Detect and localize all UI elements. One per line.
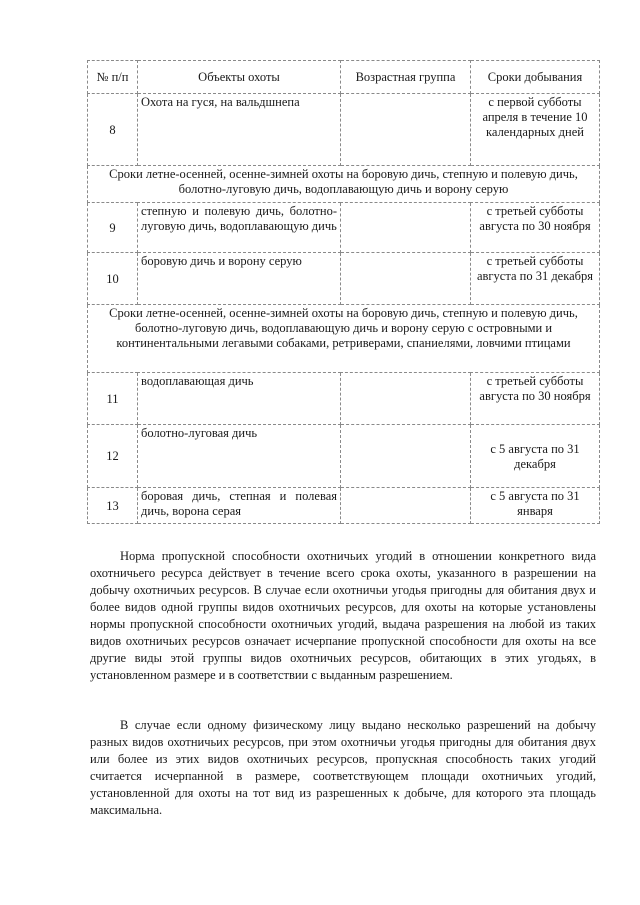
paragraph-capacity-norm: Норма пропускной способности охотничьих угодий в отношении конкретного вида охотничьего ресурса действует в течение всего срока охоты, указанного в разрешении на добычу охотничьих ресурсов. В случае если охотничьи угодья пригодны для обитания двух и более видов одной группы видов охотничьих ресурсов, для охоты на которые установлены нормы пропускной способности охотничьих угодий, выдача разрешения на любой из таких видов охотничьих ресурсов означает исчерпание пропускной способности для охоты на все другие виды этой группы видов охотничьих ресурсов, обитающих в этих угодьях, в установленном размере и в соответствии с выданным разрешением. xyxy=(90,549,596,682)
paragraph-multiple-permits: В случае если одному физическому лицу выдано несколько разрешений на добычу разных видов охотничьих ресурсов, при этом охотничьи угодья пригодны для обитания двух или более из этих видов охотничьих ресурсов, пропускная способность таких угодий считается исчерпанной в размере, соответствующем площади охотничьих угодий, установленной для охоты на тот вид из разрешенных к добыче, для которого эта площадь максимальна. xyxy=(90,718,596,817)
section-row xyxy=(88,166,600,203)
row-period: с первой субботы апреля в течение 10 календарных дней xyxy=(471,94,600,166)
table-row xyxy=(88,203,600,253)
row-num: 12 xyxy=(88,425,138,488)
row-age-group xyxy=(341,203,471,253)
table-row xyxy=(88,253,600,305)
row-num: 11 xyxy=(88,373,138,425)
row-num: 13 xyxy=(88,488,138,524)
header-age-group: Возрастная группа xyxy=(341,61,471,94)
row-period: с третьей субботы августа по 30 ноября xyxy=(471,373,600,425)
table-row xyxy=(88,425,600,488)
row-period: с третьей субботы августа по 31 декабря xyxy=(471,253,600,305)
table-row xyxy=(88,373,600,425)
row-period: с 5 августа по 31 декабря xyxy=(471,425,600,488)
row-period: с третьей субботы августа по 30 ноября xyxy=(471,203,600,253)
hunting-periods-table xyxy=(87,60,600,524)
row-num: 10 xyxy=(88,253,138,305)
row-object: боровую дичь и ворону серую xyxy=(138,253,341,305)
row-age-group xyxy=(341,425,471,488)
row-age-group xyxy=(341,373,471,425)
section-heading: Сроки летне-осенней, осенне-зимней охоты на боровую дичь, степную и полевую дичь, болотно-луговую дичь, водоплавающую дичь и ворону серую с островными и континентальными легавыми собаками, ретриверами, спаниелями, ловчими птицами xyxy=(88,305,600,373)
row-object: болотно-луговая дичь xyxy=(138,425,341,488)
row-age-group xyxy=(341,94,471,166)
row-object: Охота на гуся, на вальдшнепа xyxy=(138,94,341,166)
table-row xyxy=(88,94,600,166)
row-object: боровая дичь, степная и полевая дичь, ворона серая xyxy=(138,488,341,524)
section-heading: Сроки летне-осенней, осенне-зимней охоты на боровую дичь, степную и полевую дичь, болотно-луговую дичь, водоплавающую дичь и ворону серую xyxy=(88,166,600,203)
table-header-row xyxy=(88,61,600,94)
row-object: водоплавающая дичь xyxy=(138,373,341,425)
row-period: с 5 августа по 31 января xyxy=(471,488,600,524)
row-object: степную и полевую дичь, болотно-луговую дичь, водоплавающую дичь xyxy=(138,203,341,253)
header-period: Сроки добывания xyxy=(471,61,600,94)
row-age-group xyxy=(341,488,471,524)
row-age-group xyxy=(341,253,471,305)
section-row xyxy=(88,305,600,373)
row-num: 9 xyxy=(88,203,138,253)
header-object: Объекты охоты xyxy=(138,61,341,94)
row-num: 8 xyxy=(88,94,138,166)
table-row xyxy=(88,488,600,524)
header-num: № п/п xyxy=(88,61,138,94)
